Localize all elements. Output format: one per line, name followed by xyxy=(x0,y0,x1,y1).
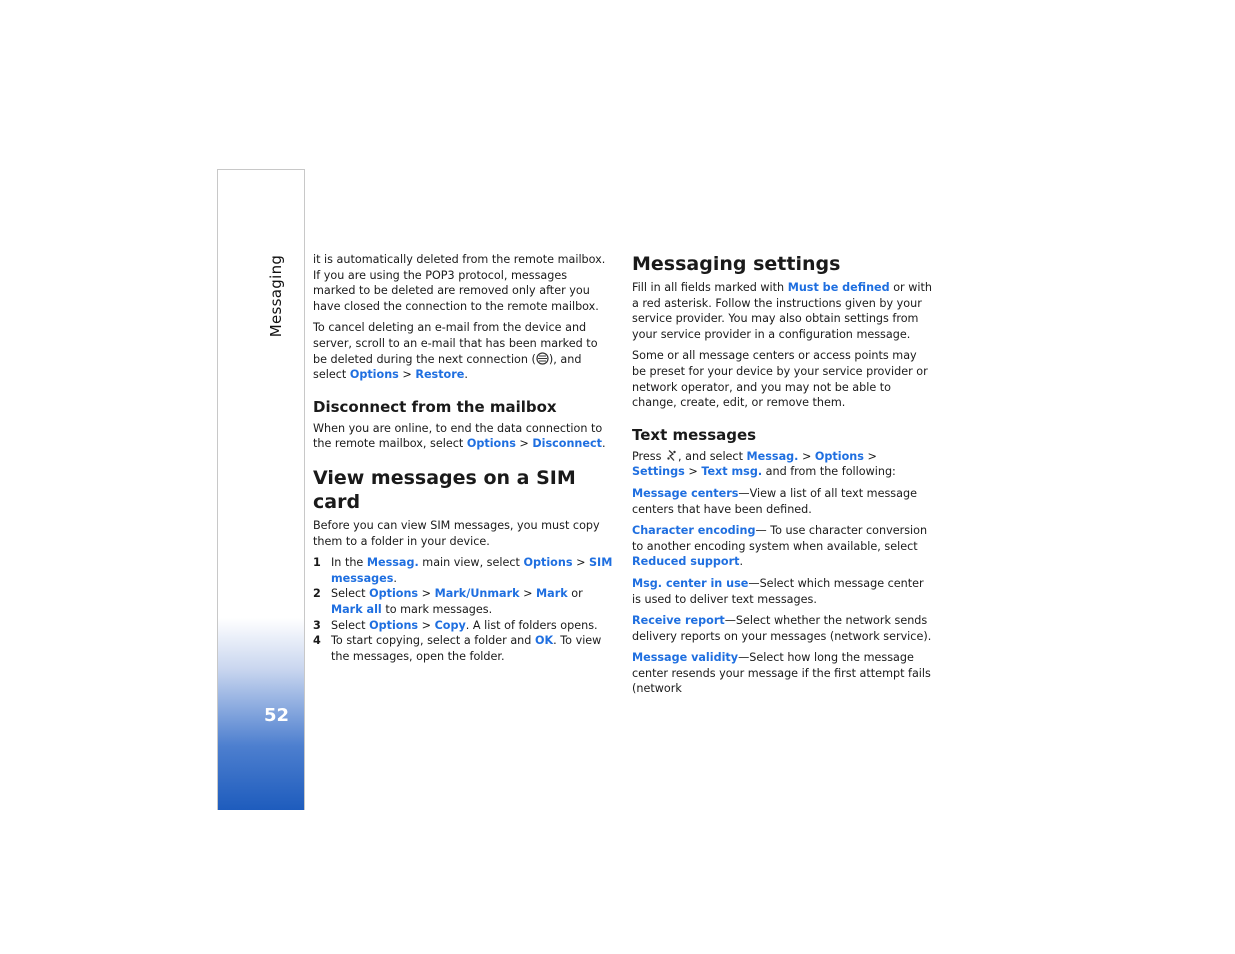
text: and from the following: xyxy=(765,465,896,479)
paragraph xyxy=(313,421,613,452)
text: —Select which message center is used to deliver text messages. xyxy=(632,576,924,606)
paragraph: it is automatically deleted from the remote mailbox. If you are using the POP3 protocol, messages marked to be deleted are removed only after you have closed the connection to the remote mailbox. xyxy=(313,253,606,313)
text: > xyxy=(688,465,698,479)
text: In the xyxy=(331,556,364,570)
text: > xyxy=(867,449,877,463)
ui-term: Mark all xyxy=(331,602,382,616)
step-number: 4 xyxy=(313,634,321,648)
step-number: 3 xyxy=(313,618,321,632)
paragraph xyxy=(313,320,613,382)
list-item xyxy=(313,633,613,664)
ui-term: Message centers xyxy=(632,486,739,500)
text: > xyxy=(523,587,533,601)
text: to mark messages. xyxy=(385,602,493,616)
ui-term: Reduced support xyxy=(632,555,740,569)
text: . To view the messages, open the folder. xyxy=(331,634,602,663)
ui-term: Options xyxy=(523,556,573,570)
ui-term: Settings xyxy=(632,465,685,479)
ui-term: OK xyxy=(534,634,554,648)
paragraph: Some or all message centers or access points may be preset for your device by your service provider or network operator, and you may not be able to change, create, edit, or remove them. xyxy=(632,349,928,410)
definition-item xyxy=(632,650,932,697)
sidebar-tab xyxy=(217,169,305,810)
text: > xyxy=(576,556,586,570)
text: main view, select xyxy=(422,556,520,570)
ui-term: Copy xyxy=(434,618,466,632)
text: > xyxy=(801,449,812,463)
list-item xyxy=(313,618,613,634)
definition-item xyxy=(632,486,932,517)
paragraph xyxy=(632,449,932,480)
ui-term: Mark/Unmark xyxy=(434,587,520,601)
step-number: 1 xyxy=(313,556,321,570)
text: — To use character conversion to another encoding system when available, select xyxy=(632,524,928,553)
text: —Select how long the message center resends your message if the first attempt fails (network xyxy=(632,651,931,696)
ui-term: Character encoding xyxy=(632,524,756,538)
list-item xyxy=(313,586,613,617)
heading-sim: View messages on a SIM card xyxy=(313,466,576,513)
text: —Select whether the network sends delivery reports on your messages (network service). xyxy=(632,614,932,643)
text: —View a list of all text message centers that have been defined. xyxy=(632,486,917,516)
list-item xyxy=(313,555,613,586)
heading-disconnect: Disconnect from the mailbox xyxy=(313,397,557,416)
ui-term: Text msg. xyxy=(701,465,763,479)
text: Fill in all fields marked with xyxy=(632,281,785,294)
ui-term: Options xyxy=(369,618,419,632)
ui-term: Message validity xyxy=(632,651,739,665)
ui-term: Mark xyxy=(536,587,568,601)
ui-term-restore: Restore xyxy=(415,368,465,382)
ui-term-disconnect: Disconnect xyxy=(532,437,602,451)
steps-list xyxy=(313,555,613,664)
text: To start copying, select a folder and xyxy=(331,634,532,648)
text: > xyxy=(519,437,529,451)
ui-term: Messag. xyxy=(366,556,419,570)
left-column xyxy=(313,252,613,664)
paragraph xyxy=(632,280,932,342)
definition-item xyxy=(632,523,932,570)
ui-term-options: Options xyxy=(466,437,516,451)
menu-key-icon xyxy=(665,449,678,462)
paragraph: Before you can view SIM messages, you must copy them to a folder in your device. xyxy=(313,518,600,548)
text: > xyxy=(421,618,432,632)
ui-term: Options xyxy=(369,587,419,601)
text: . xyxy=(393,571,397,585)
text: , and select xyxy=(678,449,743,463)
ui-term: Must be defined xyxy=(787,281,890,294)
text: > xyxy=(421,587,432,601)
step-number: 2 xyxy=(313,587,321,601)
ui-term: SIM messages xyxy=(331,556,613,585)
text: or xyxy=(571,587,583,601)
ui-term: Receive report xyxy=(632,614,725,628)
right-column xyxy=(632,252,932,703)
text: . xyxy=(739,555,744,569)
ui-term: Messag. xyxy=(746,449,799,463)
ui-term: Options xyxy=(814,449,864,463)
text: . xyxy=(601,437,606,451)
text: or with a red asterisk. Follow the instructions given by your service provider. You may also obtain settings from your service provider in a configuration message. xyxy=(632,281,932,341)
definition-item xyxy=(632,613,932,644)
ui-term: Msg. center in use xyxy=(632,576,749,590)
section-title xyxy=(262,256,290,336)
section-title-text: Messaging xyxy=(267,254,285,338)
text: . xyxy=(464,368,468,382)
heading-settings: Messaging settings xyxy=(632,253,841,275)
connection-icon xyxy=(536,352,549,365)
ui-term-options: Options xyxy=(349,368,399,382)
text: To cancel deleting an e-mail from the device and server, scroll to an e-mail that has been marked to be deleted during the next connection ( xyxy=(313,321,598,366)
definition-item xyxy=(632,576,932,607)
page-number: 52 xyxy=(264,705,290,726)
text: When you are online, to end the data connection to the remote mailbox, select xyxy=(313,421,603,451)
text: Select xyxy=(331,618,366,632)
text: . A list of folders opens. xyxy=(465,618,598,632)
text: Select xyxy=(331,587,366,601)
heading-text-messages: Text messages xyxy=(632,425,757,444)
text: Press xyxy=(632,449,662,463)
text: > xyxy=(402,368,412,382)
text: ), and select xyxy=(313,352,582,382)
